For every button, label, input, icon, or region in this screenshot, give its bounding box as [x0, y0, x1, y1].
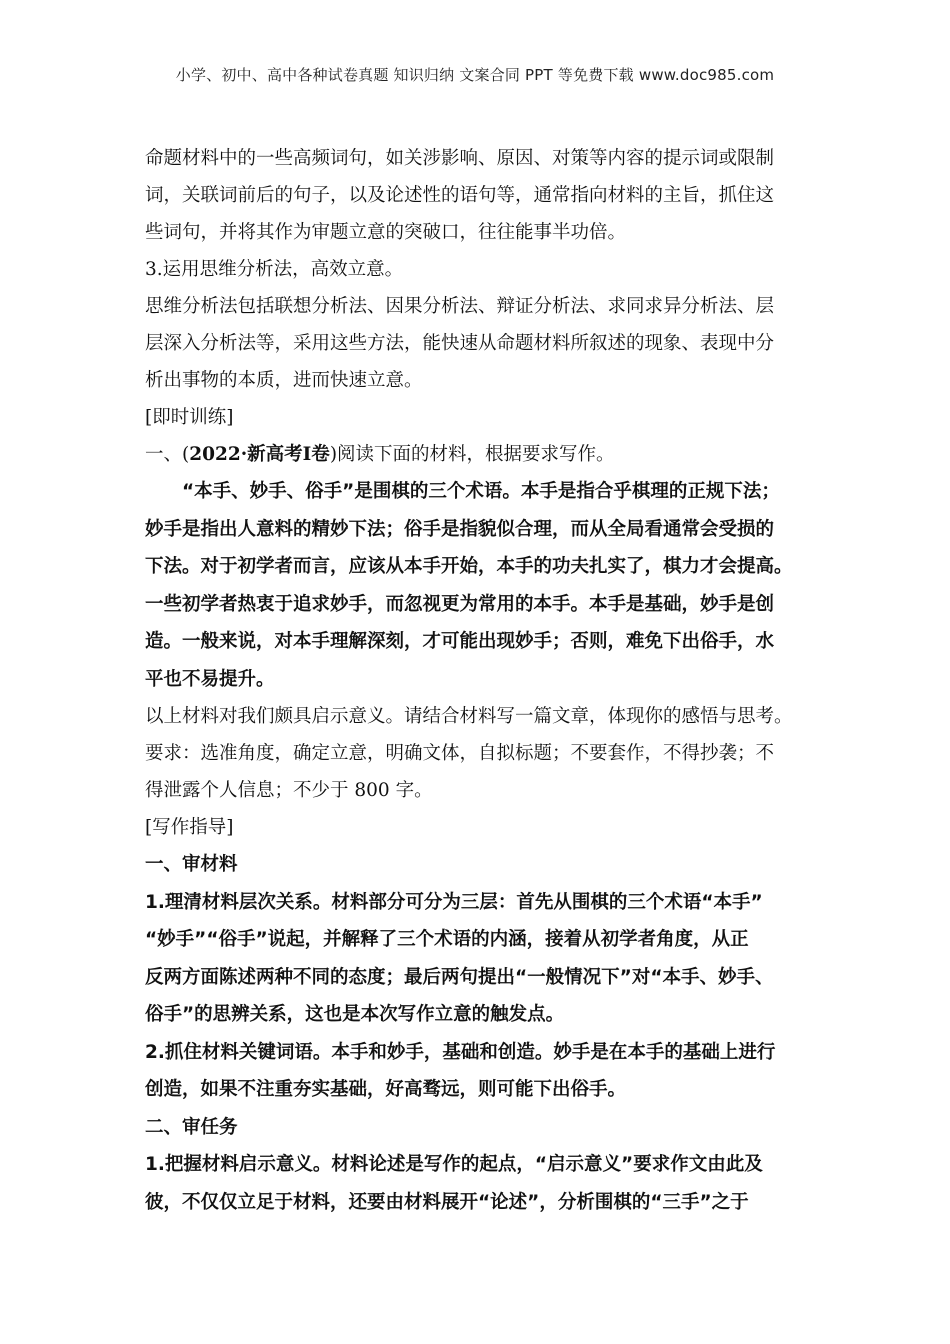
guide-line: 2.抓住材料关键词语。本手和妙手，基础和创造。妙手是在本手的基础上进行: [145, 1041, 776, 1063]
paragraph-line: 思维分析法包括联想分析法、因果分析法、辩证分析法、求同求异分析法、层: [145, 296, 775, 317]
material-line: “本手、妙手、俗手”是围棋的三个术语。本手是指合乎棋理的正规下法；: [182, 481, 780, 502]
paragraph-line: 些词句，并将其作为审题立意的突破口，往往能事半功倍。: [145, 222, 627, 243]
requirement-line: 要求：选准角度，确定立意，明确文体，自拟标题；不要套作，不得抄袭；不: [145, 743, 775, 764]
guide-line: 创造，如果不注重夯实基础，好高骛远，则可能下出俗手。: [145, 1079, 627, 1100]
exam-source: 2022·新高考Ⅰ卷: [189, 444, 330, 465]
section-heading-method: 3.运用思维分析法，高效立意。: [145, 259, 404, 280]
paragraph-line: 命题材料中的一些高频词句，如关涉影响、原因、对策等内容的提示词或限制: [145, 148, 775, 169]
subsection-heading: 二、审任务: [145, 1116, 238, 1138]
section-label-guide: [写作指导]: [145, 817, 234, 838]
guide-line: 俗手”的思辨关系，这也是本次写作立意的触发点。: [145, 1004, 565, 1025]
document-body: [145, 140, 815, 1221]
guide-line: 反两方面陈述两种不同的态度；最后两句提出“一般情况下”对“本手、妙手、: [145, 966, 774, 988]
paragraph-line: 层深入分析法等，采用这些方法，能快速从命题材料所叙述的现象、表现中分: [145, 333, 775, 354]
material-line: 妙手是指出人意料的精妙下法；俗手是指貌似合理，而从全局看通常会受损的: [145, 518, 775, 540]
question-prefix: 一、(: [145, 444, 190, 465]
paragraph-line: 析出事物的本质，进而快速立意。: [145, 370, 423, 391]
guide-line: 1.理清材料层次关系。材料部分可分为三层：首先从围棋的三个术语“本手”: [145, 891, 763, 913]
material-line: 一些初学者热衷于追求妙手，而忽视更为常用的本手。本手是基础，妙手是创: [145, 593, 775, 615]
requirement-line: 以上材料对我们颇具启示意义。请结合材料写一篇文章，体现你的感悟与思考。: [145, 706, 793, 727]
guide-line: 彼，不仅仅立足于材料，还要由材料展开“论述”，分析围棋的“三手”之于: [145, 1191, 749, 1213]
guide-line: 1.把握材料启示意义。材料论述是写作的起点，“启示意义”要求作文由此及: [145, 1154, 763, 1175]
material-line: 平也不易提升。: [145, 668, 275, 690]
requirement-line: 得泄露个人信息；不少于 800 字。: [145, 780, 433, 801]
material-line: 下法。对于初学者而言，应该从本手开始，本手的功夫扎实了，棋力才会提高。: [145, 556, 793, 577]
section-label-training: [即时训练]: [145, 407, 234, 428]
subsection-heading: 一、审材料: [145, 854, 238, 875]
paragraph-line: 词，关联词前后的句子，以及论述性的语句等，通常指向材料的主旨，抓住这: [145, 185, 775, 206]
exam-question-intro: [145, 436, 815, 473]
guide-line: “妙手”“俗手”说起，并解释了三个术语的内涵，接着从初学者角度，从正: [145, 929, 749, 950]
material-line: 造。一般来说，对本手理解深刻，才可能出现妙手；否则，难免下出俗手，水: [145, 631, 775, 652]
page-header: 小学、初中、高中各种试卷真题 知识归纳 文案合同 PPT 等免费下载 www.doc985.com: [175, 66, 775, 84]
question-instruction: )阅读下面的材料，根据要求写作。: [329, 444, 615, 465]
